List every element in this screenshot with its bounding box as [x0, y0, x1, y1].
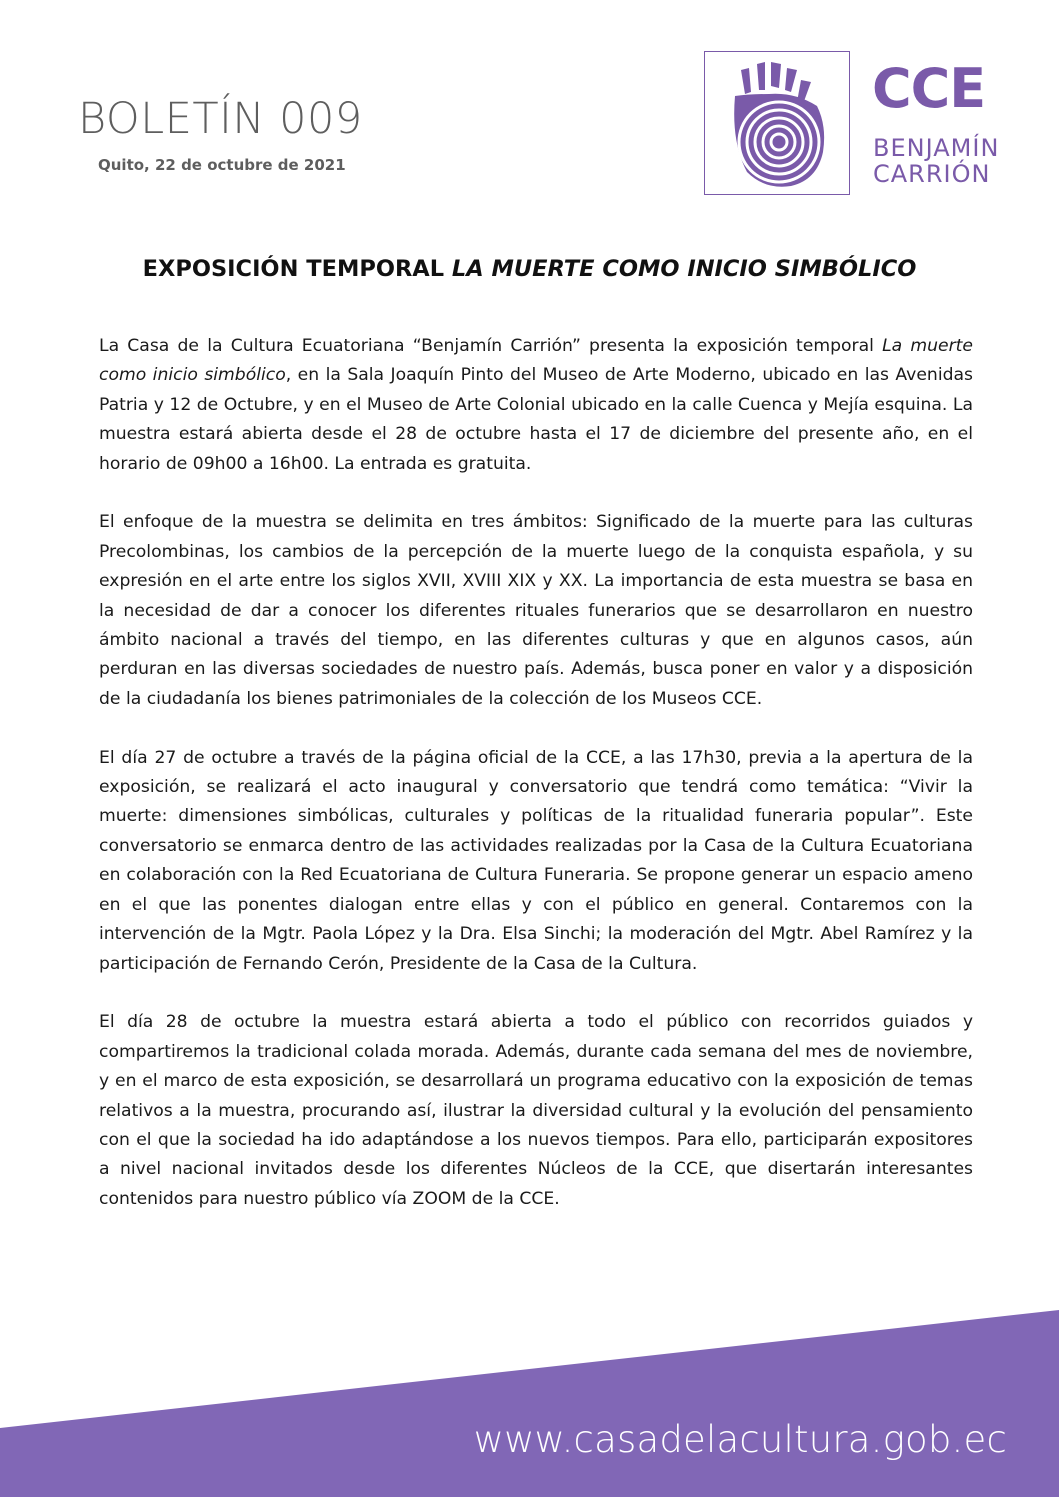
- headline-prefix: EXPOSICIÓN TEMPORAL: [142, 256, 452, 282]
- paragraph-1-end: , en la Sala Joaquín Pinto del Museo de Arte Moderno, ubicado en las Avenidas Patria y 12 de Octubre, y en el Museo de Arte Colonial ubicado en la calle Cuenca y Mejía esquina. La muestra estará abierta desde el 28 de octubre hasta el 17 de diciembre del presente año, en el horario de 09h00 a 16h00. La entrada es gratuita.: [99, 365, 973, 474]
- headline-italic: LA MUERTE COMO INICIO SIMBÓLICO: [451, 256, 917, 282]
- bulletin-date: Quito, 22 de octubre de 2021: [98, 156, 346, 174]
- paragraph-1-title: La muerte como inicio simbólico: [99, 336, 973, 386]
- website-url[interactable]: www.casadelacultura.gob.ec: [473, 1418, 1007, 1461]
- paragraph-1: [99, 332, 973, 479]
- footer-band: [0, 1310, 1059, 1497]
- paragraph-1-start: La Casa de la Cultura Ecuatoriana “Benjamín Carrión” presenta la exposición temporal: [99, 336, 883, 356]
- logo-frame: [704, 51, 850, 195]
- paragraph-3: El día 27 de octubre a través de la página oficial de la CCE, a las 17h30, previa a la apertura de la exposición, se realizará el acto inaugural y conversatorio que tendrá como temática: “Vivir la muerte: dimensiones simbólicas, culturales y políticas de la ritualidad funeraria popular”. Este conversatorio se enmarca dentro de las actividades realizadas por la Casa de la Cultura Ecuatoriana en colaboración con la Red Ecuatoriana de Cultura Funeraria. Se propone generar un espacio ameno en el que las ponentes dialogan entre ellas y con el público en general. Contaremos con la intervención de la Mgtr. Paola López y la Dra. Elsa Sinchi; la moderación del Mgtr. Abel Ramírez y la participación de Fernando Cerón, Presidente de la Casa de la Cultura.: [99, 747, 973, 974]
- bulletin-title: BOLETÍN 009: [78, 94, 363, 144]
- headline: [0, 256, 1059, 282]
- logo-line-benjamin: BENJAMÍN: [873, 134, 1000, 162]
- logo-line-carrion: CARRIÓN: [873, 160, 991, 188]
- hand-spiral-icon: [705, 52, 851, 196]
- logo-acronym: CCE: [872, 57, 986, 120]
- paragraph-2: El enfoque de la muestra se delimita en tres ámbitos: Significado de la muerte para las culturas Precolombinas, los cambios de la percepción de la muerte luego de la conquista española, y su expresión en el arte entre los siglos XVII, XVIII XIX y XX. La importancia de esta muestra se basa en la necesidad de dar a conocer los diferentes rituales funerarios que se desarrollaron en nuestro ámbito nacional a través del tiempo, en las diferentes culturas y que en algunos casos, aún perduran en las diversas sociedades de nuestro país. Además, busca poner en valor y a disposición de la ciudadanía los bienes patrimoniales de la colección de los Museos CCE.: [99, 512, 973, 709]
- paragraph-4: El día 28 de octubre la muestra estará abierta a todo el público con recorridos guiados y compartiremos la tradicional colada morada. Además, durante cada semana del mes de noviembre, y en el marco de esta exposición, se desarrollará un programa educativo con la exposición de temas relativos a la muestra, procurando así, ilustrar la diversidad cultural y la evolución del pensamiento con el que la sociedad ha ido adaptándose a los nuevos tiempos. Para ello, participarán expositores a nivel nacional invitados desde los diferentes Núcleos de la CCE, que disertarán interesantes contenidos para nuestro público vía ZOOM de la CCE.: [99, 1012, 973, 1209]
- article-body: [99, 332, 973, 1214]
